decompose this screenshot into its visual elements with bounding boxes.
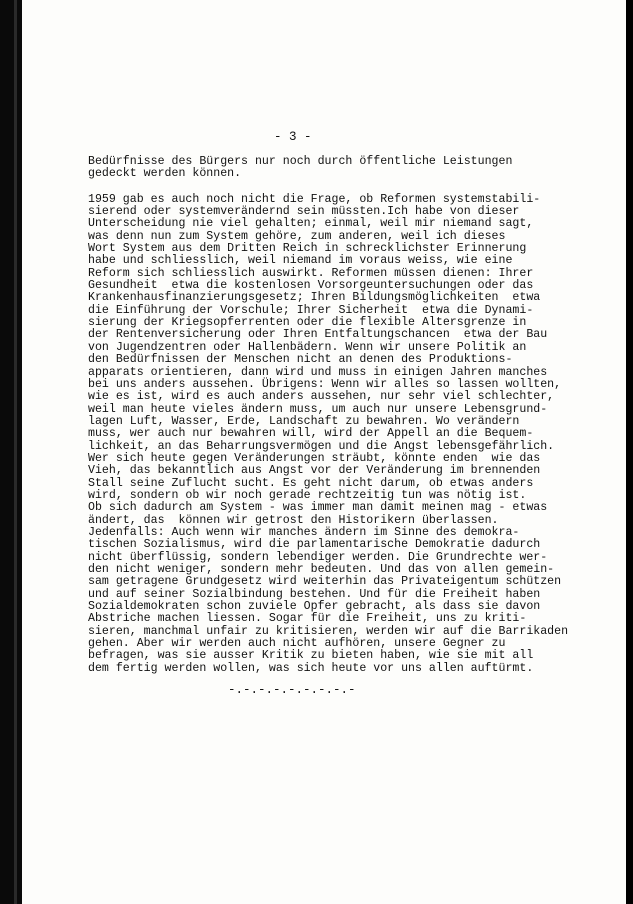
text-line: wie es ist, wird es auch anders aussehen, nur sehr viel schlechter, [88,390,555,404]
text-line: Vieh, das bekanntlich aus Angst vor der Veränderung im brennenden [88,464,541,478]
text-line: Wort System aus dem Dritten Reich in schrecklichster Erinnerung [88,242,527,256]
text-line: sierung der Kriegsopferrenten oder die flexible Altersgrenze in [88,316,527,330]
text-line: Stall seine Zuflucht sucht. Es geht nicht darum, ob etwas anders [88,476,534,490]
text-line: wird, sondern ob wir noch gerade rechtzeitig tun was nötig ist. [88,488,527,502]
text-line: nicht überflüssig, sondern lebendiger werden. Die Grundrechte wer- [88,550,548,564]
body-text [88,156,613,675]
text-line: bei uns anders aussehen. Übrigens: Wenn wir alles so lassen wollten, [88,377,562,391]
binding-strip [0,0,22,904]
binding-edge [14,0,17,904]
text-line: Krankenhausfinanzierungsgesetz; Ihren Bildungsmöglichkeiten etwa [88,291,541,305]
text-line: Unterscheidung nie viel gehalten; einmal, weil mir niemand sagt, [88,217,534,231]
text-line: gedeckt werden können. [88,167,242,181]
text-line: den Bedürfnissen der Menschen nicht an denen des Produktions- [88,353,513,367]
text-line: lichkeit, an das Beharrungsvermögen und die Angst lebensgefährlich. [88,439,555,453]
text-line: und auf seiner Sozialbindung bestehen. Und für die Freiheit haben [88,587,541,601]
text-line: die Einführung der Vorschule; Ihrer Sicherheit etwa die Dynami- [88,303,534,317]
text-line: muss, wer auch nur bewahren will, wird der Appell an die Bequem- [88,427,534,441]
text-line: dem fertig werden wollen, was sich heute vor uns allen auftürmt. [88,661,534,675]
end-mark: -.-.-.-.-.-.-.-.- [228,683,356,697]
text-line: was denn nun zum System gehöre, zum anderen, weil ich dieses [88,229,506,243]
text-line: apparats orientieren, dann wird und muss in einigen Jahren manches [88,365,548,379]
text-line: der Rentenversicherung oder Ihren Entfaltungschancen etwa der Bau [88,328,548,342]
text-line: lagen Luft, Wasser, Erde, Landschaft zu bewahren. Wo verändern [88,414,520,428]
text-line: von Jugendzentren oder Hallenbädern. Wenn wir unsere Politik an [88,340,527,354]
text-line: habe und schliesslich, weil niemand im voraus weiss, wie eine [88,254,513,268]
text-line: Reform sich schliesslich auswirkt. Reformen müssen dienen: Ihrer [88,266,534,280]
text-line: Bedürfnisse des Bürgers nur noch durch öffentliche Leistungen [88,155,513,168]
scan-border [626,0,633,904]
text-line: Abstriche machen liessen. Sogar für die Freiheit, uns zu kriti- [88,612,527,626]
text-line: Sozialdemokraten schon zuviele Opfer gebracht, als dass sie davon [88,600,541,614]
text-line: sam getragene Grundgesetz wird weiterhin das Privateigentum schützen [88,575,562,589]
paragraph [88,194,613,675]
text-line: ändert, das können wir getrost den Historikern überlassen. [88,513,499,527]
text-line: Wer sich heute gegen Veränderungen sträubt, könnte enden wie das [88,451,541,465]
text-line: den nicht weniger, sondern mehr bedeuten. Und das von allen gemein- [88,563,555,576]
page-number: - 3 - [274,130,312,144]
text-line: sieren, manchmal unfair zu kritisieren, werden wir auf die Barrikaden [88,624,569,638]
text-line: weil man heute vieles ändern muss, um auch nur unsere Lebensgrund- [88,402,548,416]
text-line: Ob sich dadurch am System - was immer man damit meinen mag - etwas [88,501,548,515]
text-line: tischen Sozialismus, wird die parlamentarische Demokratie dadurch [88,538,541,552]
text-line: Gesundheit etwa die kostenlosen Vorsorgeuntersuchungen oder das [88,279,534,293]
text-line: sierend oder systemverändernd sein müssten.Ich habe von dieser [88,205,520,219]
text-line: 1959 gab es auch noch nicht die Frage, ob Reformen systemstabili- [88,192,541,206]
text-line: gehen. Aber wir werden auch nicht aufhören, unsere Gegner zu [88,637,506,651]
text-line: Jedenfalls: Auch wenn wir manches ändern im Sinne des demokra- [88,525,520,539]
paragraph [88,156,613,181]
text-line: befragen, was sie ausser Kritik zu bieten haben, wie sie mit all [88,649,534,663]
